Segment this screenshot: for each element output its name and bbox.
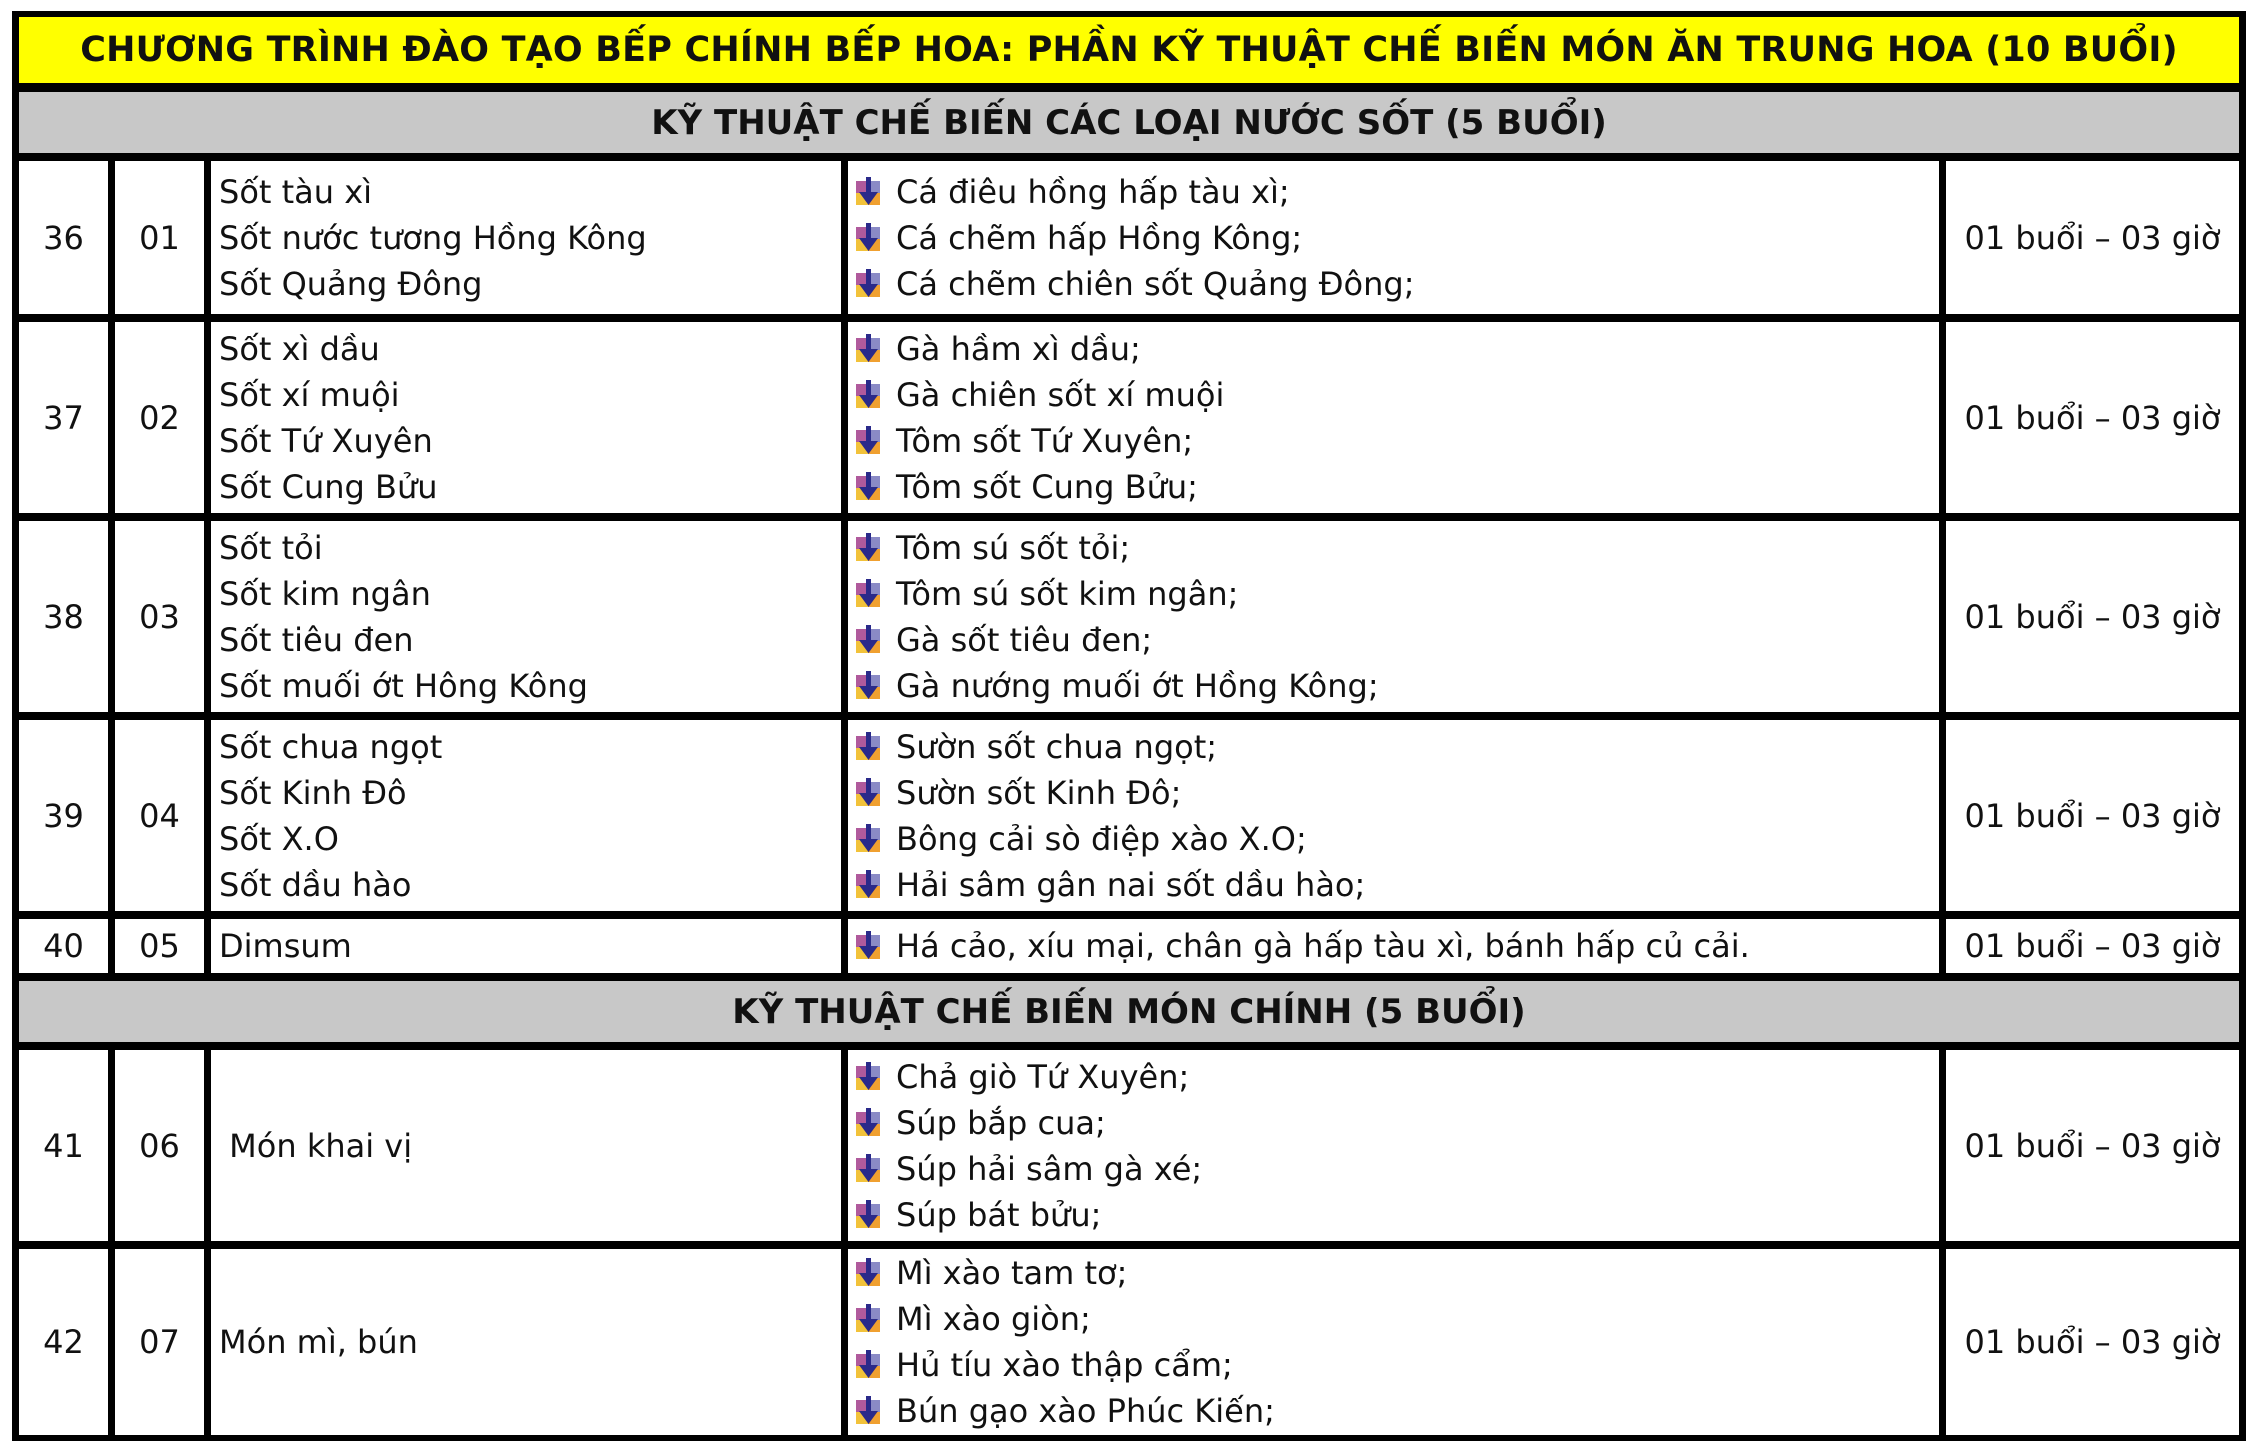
dish-text: Hải sâm gân nai sốt dầu hào; — [896, 865, 1366, 904]
subject-line: Sốt xì dầu — [219, 329, 380, 368]
arrow-bullet-icon — [854, 824, 888, 854]
subject-line: Sốt nước tương Hồng Kông — [219, 218, 647, 257]
dish-item — [848, 923, 1939, 969]
row-subjects — [211, 919, 841, 973]
dish-text: Chả giò Tứ Xuyên; — [896, 1057, 1190, 1096]
dish-item — [848, 418, 1939, 464]
row-session-number: 05 — [115, 919, 204, 973]
dish-text: Tôm sú sốt tỏi; — [896, 528, 1131, 567]
dish-text: Sườn sốt Kinh Đô; — [896, 773, 1182, 812]
row-session-number: 06 — [115, 1050, 204, 1241]
dish-item — [848, 1146, 1939, 1192]
dish-item — [848, 261, 1939, 307]
arrow-bullet-icon — [854, 177, 888, 207]
arrow-bullet-icon — [854, 1350, 888, 1380]
row-duration: 01 buổi – 03 giờ — [1946, 521, 2239, 712]
arrow-bullet-icon — [854, 732, 888, 762]
row-stt: 38 — [19, 521, 108, 712]
row-duration: 01 buổi – 03 giờ — [1946, 161, 2239, 314]
row-stt: 42 — [19, 1249, 108, 1435]
arrow-bullet-icon — [854, 426, 888, 456]
row-stt: 41 — [19, 1050, 108, 1241]
subject-line: Sốt dầu hào — [219, 865, 412, 904]
curriculum-document — [12, 11, 2246, 1441]
row-stt: 37 — [19, 322, 108, 513]
dish-text: Súp hải sâm gà xé; — [896, 1149, 1203, 1188]
subject-line: Sốt Quảng Đông — [219, 264, 483, 303]
subject-line: Món khai vị — [219, 1126, 413, 1165]
row-duration: 01 buổi – 03 giờ — [1946, 720, 2239, 911]
dish-text: Gà sốt tiêu đen; — [896, 620, 1153, 659]
arrow-bullet-icon — [854, 1396, 888, 1426]
dish-item — [848, 617, 1939, 663]
dish-item — [848, 464, 1939, 510]
dish-text: Tôm sú sốt kim ngân; — [896, 574, 1239, 613]
row-stt: 40 — [19, 919, 108, 973]
dish-item — [848, 169, 1939, 215]
dish-text: Mì xào tam tơ; — [896, 1254, 1128, 1292]
row-dishes — [848, 1249, 1939, 1435]
row-dishes — [848, 161, 1939, 314]
dish-item — [848, 663, 1939, 709]
row-stt: 36 — [19, 161, 108, 314]
subject-line: Sốt tàu xì — [219, 172, 373, 211]
row-subjects — [211, 720, 841, 911]
dish-text: Tôm sốt Cung Bửu; — [896, 467, 1198, 506]
dish-item — [848, 1296, 1939, 1342]
dish-text: Gà nướng muối ớt Hồng Kông; — [896, 666, 1379, 705]
arrow-bullet-icon — [854, 778, 888, 808]
arrow-bullet-icon — [854, 334, 888, 364]
arrow-bullet-icon — [854, 1304, 888, 1334]
arrow-bullet-icon — [854, 380, 888, 410]
arrow-bullet-icon — [854, 223, 888, 253]
subject-line: Sốt kim ngân — [219, 574, 431, 613]
row-dishes — [848, 720, 1939, 911]
row-subjects — [211, 1249, 841, 1435]
dish-text: Cá điêu hồng hấp tàu xì; — [896, 172, 1290, 211]
dish-text: Cá chẽm hấp Hồng Kông; — [896, 218, 1303, 257]
dish-text: Hủ tíu xào thập cẩm; — [896, 1346, 1233, 1384]
dish-text: Bông cải sò điệp xào X.O; — [896, 819, 1307, 858]
subject-line: Sốt muối ớt Hông Kông — [219, 666, 588, 705]
dish-item — [848, 862, 1939, 908]
subject-line: Dimsum — [219, 927, 352, 965]
row-dishes — [848, 322, 1939, 513]
dish-item — [848, 1388, 1939, 1434]
row-dishes — [848, 1050, 1939, 1241]
arrow-bullet-icon — [854, 1154, 888, 1184]
dish-item — [848, 770, 1939, 816]
dish-text: Súp bát bửu; — [896, 1195, 1102, 1234]
row-session-number: 02 — [115, 322, 204, 513]
row-session-number: 03 — [115, 521, 204, 712]
subject-line: Sốt Tứ Xuyên — [219, 421, 433, 460]
dish-item — [848, 326, 1939, 372]
subject-line: Sốt xí muội — [219, 375, 400, 414]
subject-line: Sốt Kinh Đô — [219, 773, 407, 812]
row-duration: 01 buổi – 03 giờ — [1946, 919, 2239, 973]
row-subjects — [211, 161, 841, 314]
dish-text: Gà hầm xì dầu; — [896, 329, 1141, 368]
dish-item — [848, 724, 1939, 770]
row-subjects — [211, 322, 841, 513]
arrow-bullet-icon — [854, 1108, 888, 1138]
dish-text: Bún gạo xào Phúc Kiến; — [896, 1392, 1275, 1430]
section-heading: KỸ THUẬT CHẾ BIẾN CÁC LOẠI NƯỚC SỐT (5 BUỔI) — [19, 92, 2239, 153]
row-stt: 39 — [19, 720, 108, 911]
subject-line: Sốt X.O — [219, 819, 339, 858]
dish-item — [848, 1100, 1939, 1146]
row-duration: 01 buổi – 03 giờ — [1946, 1249, 2239, 1435]
row-session-number: 07 — [115, 1249, 204, 1435]
row-duration: 01 buổi – 03 giờ — [1946, 322, 2239, 513]
arrow-bullet-icon — [854, 579, 888, 609]
subject-line: Sốt chua ngọt — [219, 727, 443, 766]
arrow-bullet-icon — [854, 533, 888, 563]
arrow-bullet-icon — [854, 671, 888, 701]
subject-line: Sốt tiêu đen — [219, 620, 414, 659]
dish-item — [848, 525, 1939, 571]
dish-item — [848, 215, 1939, 261]
row-subjects — [211, 1050, 841, 1241]
dish-item — [848, 571, 1939, 617]
arrow-bullet-icon — [854, 269, 888, 299]
dish-item — [848, 1054, 1939, 1100]
subject-line: Sốt tỏi — [219, 528, 323, 567]
dish-item — [848, 1250, 1939, 1296]
document-title: CHƯƠNG TRÌNH ĐÀO TẠO BẾP CHÍNH BẾP HOA: PHẦN KỸ THUẬT CHẾ BIẾN MÓN ĂN TRUNG HOA (10 BUỔI) — [19, 17, 2239, 83]
row-session-number: 01 — [115, 161, 204, 314]
arrow-bullet-icon — [854, 1062, 888, 1092]
row-dishes — [848, 521, 1939, 712]
dish-text: Mì xào giòn; — [896, 1300, 1091, 1338]
row-duration: 01 buổi – 03 giờ — [1946, 1050, 2239, 1241]
dish-text: Há cảo, xíu mại, chân gà hấp tàu xì, bánh hấp củ cải. — [896, 927, 1750, 965]
dish-text: Gà chiên sốt xí muội — [896, 375, 1225, 414]
dish-item — [848, 1342, 1939, 1388]
arrow-bullet-icon — [854, 931, 888, 961]
arrow-bullet-icon — [854, 1258, 888, 1288]
subject-line: Sốt Cung Bửu — [219, 467, 438, 506]
subject-line: Món mì, bún — [219, 1323, 418, 1361]
arrow-bullet-icon — [854, 870, 888, 900]
arrow-bullet-icon — [854, 472, 888, 502]
dish-item — [848, 816, 1939, 862]
section-heading: KỸ THUẬT CHẾ BIẾN MÓN CHÍNH (5 BUỔI) — [19, 981, 2239, 1042]
row-dishes — [848, 919, 1939, 973]
row-session-number: 04 — [115, 720, 204, 911]
dish-text: Tôm sốt Tứ Xuyên; — [896, 421, 1194, 460]
arrow-bullet-icon — [854, 625, 888, 655]
dish-item — [848, 372, 1939, 418]
dish-text: Cá chẽm chiên sốt Quảng Đông; — [896, 264, 1415, 303]
dish-text: Súp bắp cua; — [896, 1103, 1106, 1142]
dish-item — [848, 1192, 1939, 1238]
row-subjects — [211, 521, 841, 712]
dish-text: Sườn sốt chua ngọt; — [896, 727, 1218, 766]
arrow-bullet-icon — [854, 1200, 888, 1230]
